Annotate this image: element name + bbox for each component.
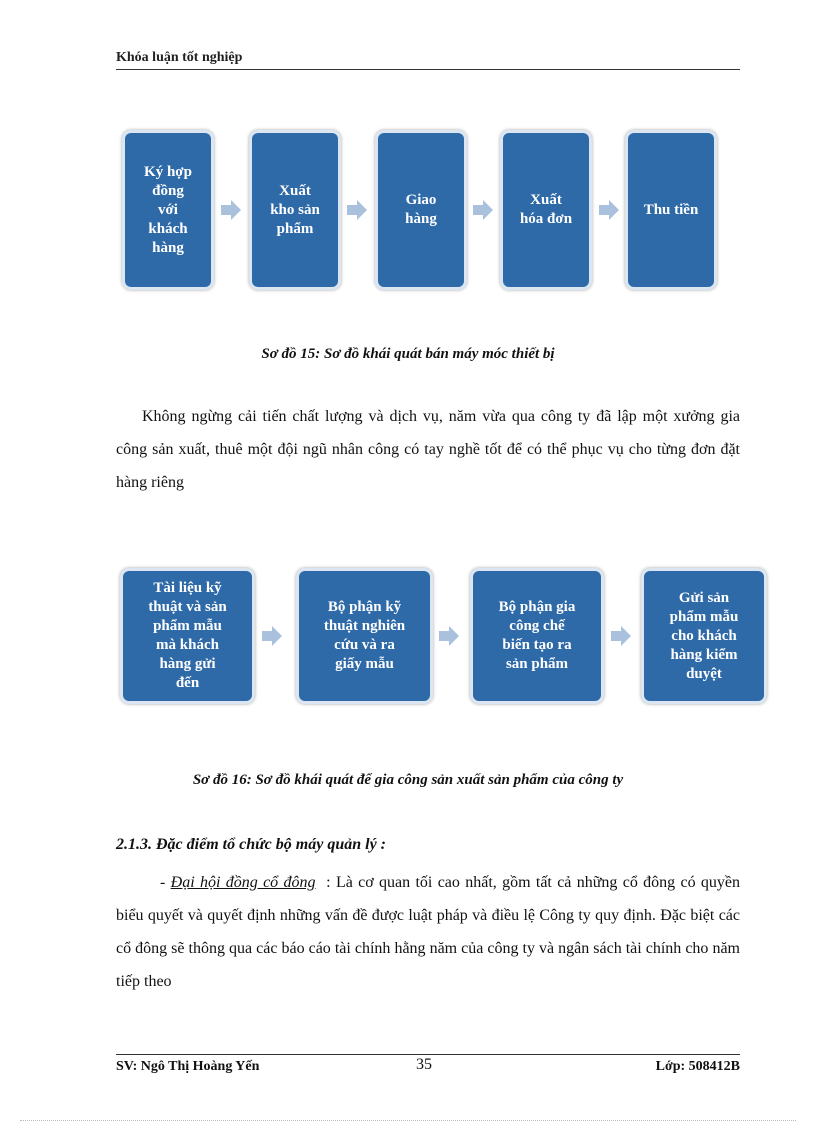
flow-step-line: phẩm — [276, 220, 314, 237]
flow-step-label — [670, 589, 739, 684]
paragraph-shareholders: - Đại hội đồng cổ đông : Là cơ quan tối cao nhất, gồm tất cả những cổ đông có quyền biểu quyết và quyết định những vấn đề được luật pháp và điều lệ Công ty quy định. Đặc biệt các cổ đông sẽ thông qua các báo cáo tài chính hằng năm của công ty và ngân sách tài chính cho năm tiếp theo — [116, 874, 741, 990]
flow-step-line: với — [158, 201, 178, 218]
flow-step-label — [499, 598, 576, 674]
flow-step-line: hàng — [405, 211, 437, 227]
flow-step-line: phẩm mẫu — [669, 608, 739, 625]
footer-class: Lớp: 508412B — [655, 1059, 740, 1074]
flow-step-line: đồng — [152, 182, 184, 199]
flow-step-label — [644, 201, 699, 220]
paragraph-workshop: Không ngừng cải tiến chất lượng và dịch vụ, năm vừa qua công ty đã lập một xưởng gia công sản xuất, thuê một đội ngũ nhân công có tay nghề tốt để có thể phục vụ cho từng đơn đặt hàng riêng — [116, 408, 740, 491]
header-title: Khóa luận tốt nghiệp — [116, 50, 243, 65]
flow-step-line: giấy mẫu — [335, 656, 394, 672]
flow-step-box — [375, 130, 467, 290]
flow-step-box — [120, 568, 255, 704]
diagram-caption-16: Sơ đồ 16: Sơ đồ khái quát để gia công sản xuất sản phẩm của công ty — [192, 772, 624, 788]
flow-step-line: duyệt — [686, 665, 722, 682]
flow-step-box — [249, 130, 341, 290]
flow-step-box — [641, 568, 767, 704]
flow-step-box — [625, 130, 717, 290]
flow-step-line: hàng gửi — [159, 656, 216, 672]
flow-step-label — [148, 579, 226, 693]
flow-step-line: thuật nghiên — [323, 618, 406, 634]
flow-step-line: khách — [148, 220, 188, 237]
flow-step-line: Xuất — [279, 182, 311, 199]
flow-step-line: hóa đơn — [519, 211, 573, 227]
flow-step-label — [144, 163, 192, 258]
flow-step-line: mà khách — [156, 637, 219, 653]
flow-step-line: cứu và ra — [334, 637, 395, 653]
section-heading: 2.1.3. Đặc điểm tổ chức bộ máy quản lý : — [116, 836, 386, 853]
flow-step-line: Bộ phận gia — [498, 599, 576, 615]
shareholders-description: Là cơ quan tối cao nhất, gồm tất cả những cổ đông có quyền biểu quyết và quyết định những vấn đề được luật pháp và điều lệ Công ty quy định. Đặc biệt các cổ đông sẽ thông qua các báo cáo tài chính hằng năm của công ty và ngân sách tài chính cho năm tiếp theo — [116, 874, 741, 990]
page-bottom-border — [20, 1120, 796, 1121]
flow-step-line: thuật và sản — [148, 599, 227, 615]
flow-step-line: phẩm mẫu — [153, 618, 222, 634]
flow-step-line: Xuất — [530, 192, 562, 208]
flow-step-line: sản phẩm — [505, 656, 569, 672]
term-shareholders-meeting: Đại hội đồng cổ đông — [170, 874, 316, 891]
flow-step-label — [270, 182, 320, 239]
flow-step-line: đến — [175, 675, 200, 691]
flow-step-line: biến tạo ra — [502, 637, 572, 653]
flow-step-line: công chế — [509, 618, 565, 634]
flow-step-line: Ký hợp — [144, 163, 192, 180]
footer-rule — [116, 1054, 740, 1055]
flow-step-line: Bộ phận kỹ — [327, 599, 402, 615]
flow-step-label — [520, 191, 572, 229]
flow-step-box — [296, 568, 433, 704]
flow-step-line: hàng kiểm — [670, 646, 738, 663]
flow-step-line: hàng — [152, 239, 184, 256]
flow-step-label — [324, 598, 405, 674]
flow-step-line: cho khách — [671, 627, 737, 644]
flow-step-label — [405, 191, 437, 229]
flow-step-line: Tài liệu kỹ — [153, 580, 222, 596]
flow-step-box — [122, 130, 214, 290]
flow-step-line: kho sản — [270, 201, 320, 218]
page-number: 35 — [416, 1056, 432, 1073]
flow-step-line: Gửi sản — [678, 589, 730, 606]
footer-student: SV: Ngô Thị Hoàng Yến — [116, 1059, 260, 1074]
diagram-caption-15: Sơ đồ 15: Sơ đồ khái quát bán máy móc thiết bị — [261, 346, 555, 362]
flow-step-line: Thu tiền — [643, 201, 699, 218]
flow-step-box — [500, 130, 592, 290]
flow-step-line: Giao — [405, 192, 437, 208]
header-rule — [116, 69, 740, 70]
flow-step-box — [470, 568, 604, 704]
